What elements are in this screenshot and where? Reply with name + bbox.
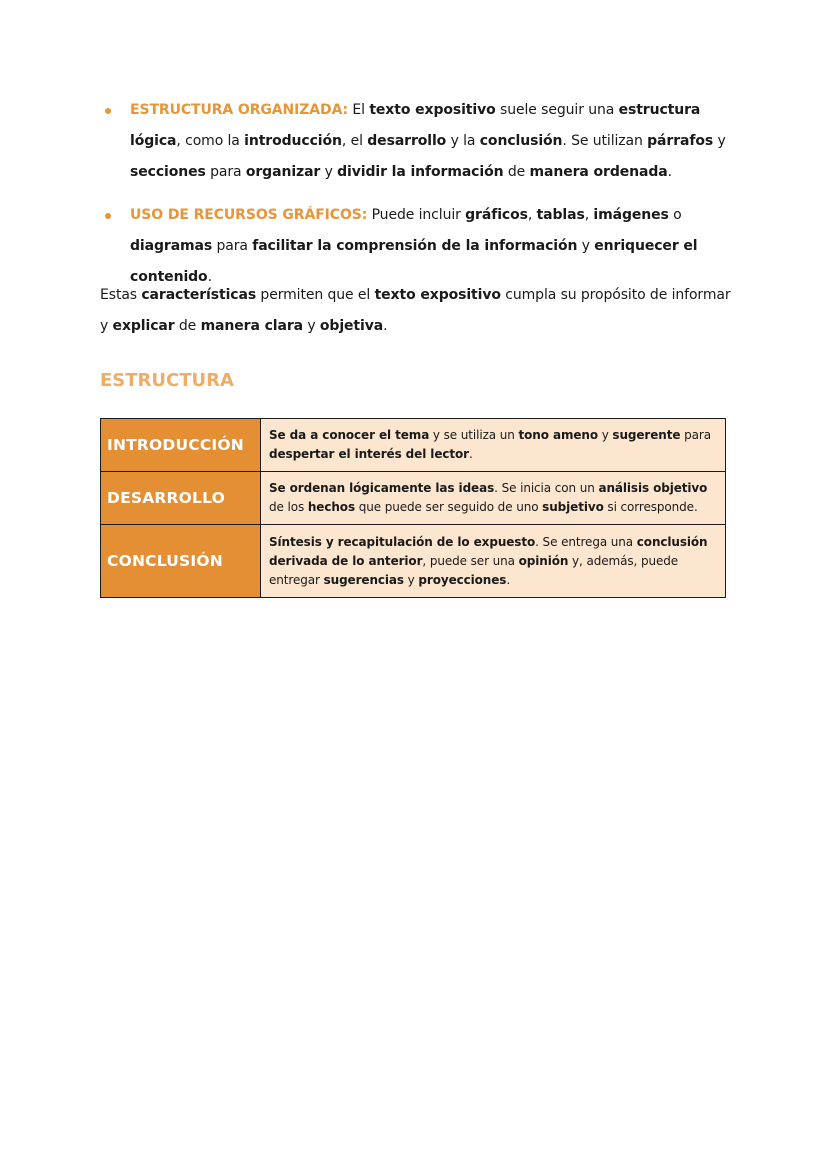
bullet-lead: USO DE RECURSOS GRÁFICOS:: [130, 207, 368, 223]
structure-table: [100, 418, 726, 598]
bold-term: organizar: [245, 164, 321, 180]
text-run: de: [174, 318, 201, 334]
text-run: para: [680, 428, 711, 442]
bold-term: subjetivo: [542, 500, 604, 514]
bold-term: introducción: [244, 133, 342, 149]
row-label: INTRODUCCIÓN: [101, 419, 261, 472]
bold-term: manera ordenada: [529, 164, 668, 180]
bold-term: párrafos: [647, 133, 714, 149]
text-run: y: [403, 572, 419, 587]
text-run: de: [503, 164, 530, 180]
text-run: para: [212, 238, 253, 254]
bold-term: proyecciones: [418, 572, 507, 587]
text-run: . Se entrega una: [535, 534, 637, 549]
table-row: [101, 472, 726, 525]
bold-term: secciones: [130, 164, 206, 180]
bold-term: explicar: [112, 318, 175, 334]
bold-term: opinión: [518, 553, 569, 568]
bold-term: conclusión derivada de lo anterior: [269, 534, 708, 568]
text-run: permiten que el: [256, 287, 375, 303]
bullet-icon: [105, 213, 111, 219]
text-run: El: [348, 102, 370, 118]
text-run: . Se inicia con un: [494, 481, 599, 495]
bold-term: Se da a conocer el tema: [269, 428, 430, 442]
bold-term: facilitar la comprensión de la información: [252, 238, 578, 254]
bold-term: texto expositivo: [374, 287, 501, 303]
text-run: y: [713, 133, 726, 149]
bold-term: conclusión: [479, 133, 563, 149]
row-label: DESARROLLO: [101, 472, 261, 525]
text-run: ,: [584, 207, 594, 223]
bold-term: desarrollo: [367, 133, 447, 149]
text-run: para: [205, 164, 246, 180]
text-run: .: [667, 164, 673, 180]
text-run: .: [506, 572, 511, 587]
closing-paragraph: [100, 280, 740, 342]
text-run: y, además, puede entregar: [269, 553, 679, 587]
bold-term: sugerencias: [323, 572, 404, 587]
bold-term: tablas: [536, 207, 585, 223]
row-description: [261, 472, 726, 525]
table-row: [101, 525, 726, 598]
text-run: y: [302, 318, 320, 334]
bold-term: dividir la información: [337, 164, 504, 180]
bold-term: diagramas: [130, 238, 213, 254]
bold-term: tono ameno: [518, 428, 598, 442]
bold-term: Síntesis y recapitulación de lo expuesto: [269, 534, 536, 549]
text-run: y se utiliza un: [429, 428, 519, 442]
text-run: y la: [446, 133, 480, 149]
text-run: suele seguir una: [495, 102, 619, 118]
text-run: y: [577, 238, 595, 254]
bold-term: características: [141, 287, 257, 303]
text-run: de los: [269, 500, 308, 514]
text-run: Estas: [100, 287, 142, 303]
text-run: , puede ser una: [422, 553, 519, 568]
bold-term: enriquecer el contenido: [130, 238, 698, 285]
bold-term: manera clara: [200, 318, 303, 334]
text-run: .: [468, 447, 473, 461]
bold-term: texto expositivo: [369, 102, 496, 118]
text-run: ,: [527, 207, 537, 223]
list-item-estructura-organizada: [100, 95, 740, 188]
bold-term: Se ordenan lógicamente las ideas: [269, 481, 495, 495]
row-description: [261, 525, 726, 598]
text-run: o: [668, 207, 682, 223]
text-run: , el: [341, 133, 368, 149]
bold-term: objetiva: [319, 318, 384, 334]
bold-term: gráficos: [465, 207, 528, 223]
text-run: y: [320, 164, 338, 180]
text-run: . Se utilizan: [562, 133, 648, 149]
bullet-icon: [105, 108, 111, 114]
section-heading: ESTRUCTURA: [100, 370, 234, 391]
text-run: si corresponde.: [603, 500, 698, 514]
text-run: Puede incluir: [367, 207, 466, 223]
bold-term: análisis objetivo: [598, 481, 708, 495]
bold-term: despertar el interés del lector: [269, 447, 469, 461]
text-run: y: [597, 428, 613, 442]
feature-list: [100, 95, 740, 305]
table-row: [101, 419, 726, 472]
bullet-lead: ESTRUCTURA ORGANIZADA:: [130, 102, 349, 118]
text-run: cumpla su propósito de informar y: [100, 287, 731, 334]
row-label: CONCLUSIÓN: [101, 525, 261, 598]
text-run: .: [383, 318, 388, 334]
bold-term: estructura lógica: [130, 102, 701, 149]
text-run: , como la: [176, 133, 245, 149]
bold-term: imágenes: [593, 207, 669, 223]
text-run: .: [207, 269, 212, 285]
bold-term: sugerente: [612, 428, 681, 442]
row-description: [261, 419, 726, 472]
text-run: que puede ser seguido de uno: [354, 500, 543, 514]
bold-term: hechos: [307, 500, 355, 514]
